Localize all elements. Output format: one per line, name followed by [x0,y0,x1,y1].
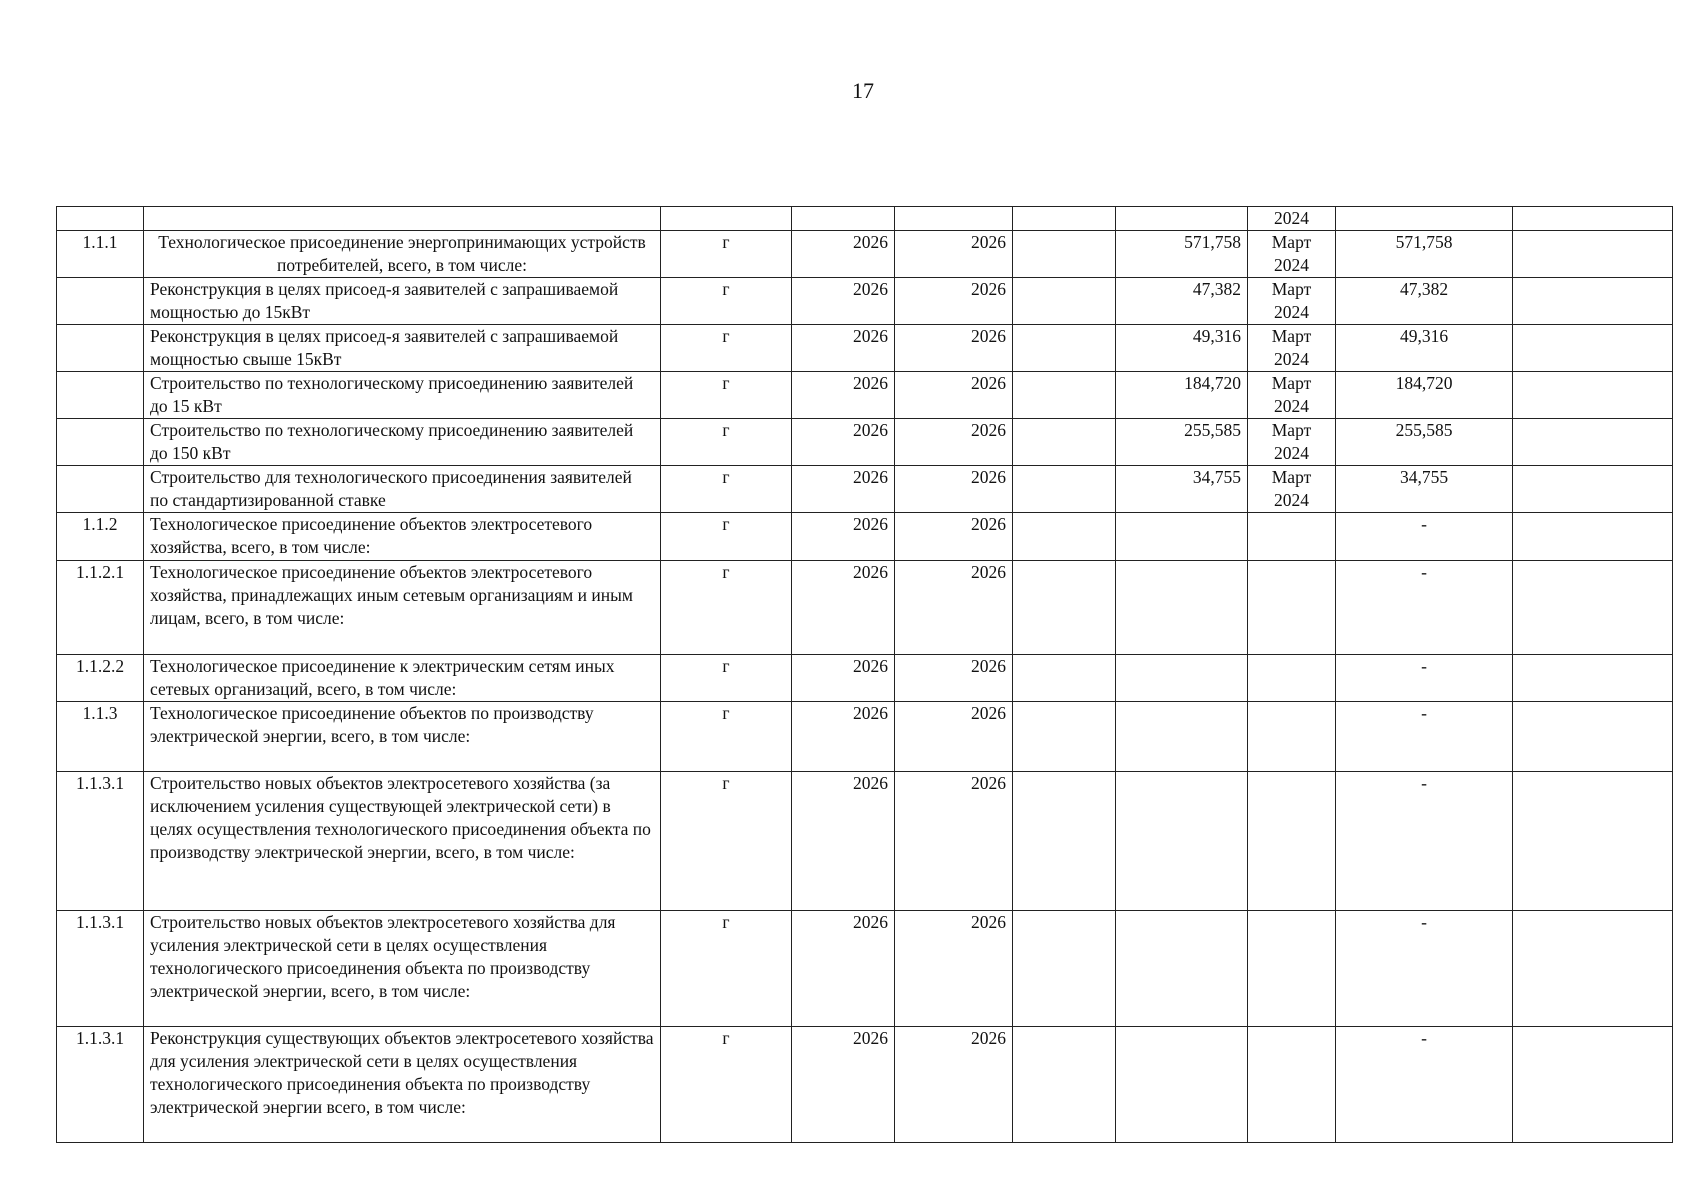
cell-note [1513,702,1673,772]
cell-empty [1013,561,1116,655]
cell-name: Технологическое присоединение объектов по производству электрической энергии, всего, в том числе: [144,702,661,772]
cell-num [57,419,144,466]
cell-value2: 184,720 [1336,372,1513,419]
cell-name: Строительство для технологического присоединения заявителей по стандартизированной ставке [144,466,661,513]
cell-year2: 2026 [895,655,1013,702]
investment-table [56,206,1673,1143]
cell-empty [1013,325,1116,372]
cell-value [1116,207,1248,231]
cell-year2: 2026 [895,911,1013,1027]
cell-empty [1013,702,1116,772]
cell-year1: 2026 [792,372,895,419]
table-row [57,561,1673,655]
table-row-continued [57,207,1673,231]
cell-num [57,325,144,372]
cell-value2: 49,316 [1336,325,1513,372]
cell-name: Технологическое присоединение к электрическим сетям иных сетевых организаций, всего, в том числе: [144,655,661,702]
cell-name: Технологическое присоединение объектов электросетевого хозяйства, принадлежащих иным сетевым организациям и иным лицам, всего, в том числе: [144,561,661,655]
cell-note [1513,655,1673,702]
cell-value2: - [1336,655,1513,702]
cell-value: 255,585 [1116,419,1248,466]
cell-value: 47,382 [1116,278,1248,325]
cell-mark: г [661,372,792,419]
cell-empty [1013,231,1116,278]
cell-value2: - [1336,513,1513,561]
cell-note [1513,278,1673,325]
cell-note [1513,1027,1673,1143]
cell-note [1513,325,1673,372]
cell-value: 571,758 [1116,231,1248,278]
cell-date [1248,702,1336,772]
cell-num [57,466,144,513]
cell-date: Март 2024 [1248,419,1336,466]
cell-value2 [1336,207,1513,231]
cell-mark: г [661,561,792,655]
cell-name: Реконструкция в целях присоед-я заявителей с запрашиваемой мощностью до 15кВт [144,278,661,325]
cell-year1: 2026 [792,911,895,1027]
cell-value2: - [1336,561,1513,655]
table-row [57,772,1673,911]
cell-year1: 2026 [792,513,895,561]
cell-mark [661,207,792,231]
cell-year2: 2026 [895,1027,1013,1143]
cell-num: 1.1.3.1 [57,1027,144,1143]
table-row [57,325,1673,372]
table-row [57,278,1673,325]
cell-value: 34,755 [1116,466,1248,513]
cell-num: 1.1.2.2 [57,655,144,702]
cell-mark: г [661,911,792,1027]
table-row [57,231,1673,278]
cell-name: Реконструкция в целях присоед-я заявителей с запрашиваемой мощностью свыше 15кВт [144,325,661,372]
cell-num: 1.1.3.1 [57,772,144,911]
cell-mark: г [661,513,792,561]
cell-year1 [792,207,895,231]
page-number: 17 [852,78,874,103]
cell-name: Технологическое присоединение энергопринимающих устройств потребителей, всего, в том числе: [144,231,661,278]
cell-note [1513,231,1673,278]
cell-value [1116,561,1248,655]
cell-empty [1013,466,1116,513]
cell-year2: 2026 [895,772,1013,911]
cell-empty [1013,278,1116,325]
cell-year2: 2026 [895,325,1013,372]
cell-num: 1.1.3 [57,702,144,772]
cell-year1: 2026 [792,702,895,772]
cell-num: 1.1.3.1 [57,911,144,1027]
cell-num: 1.1.2.1 [57,561,144,655]
cell-value2: - [1336,772,1513,911]
cell-empty [1013,655,1116,702]
cell-note [1513,419,1673,466]
table-row [57,911,1673,1027]
cell-num [57,207,144,231]
cell-year2: 2026 [895,561,1013,655]
cell-date [1248,1027,1336,1143]
cell-note [1513,372,1673,419]
cell-name: Строительство новых объектов электросетевого хозяйства (за исключением усиления существующей электрической сети) в целях осуществления технологического присоединения объекта по производству электрической энергии, всего, в том числе: [144,772,661,911]
cell-num [57,372,144,419]
cell-mark: г [661,278,792,325]
cell-mark: г [661,655,792,702]
cell-value [1116,702,1248,772]
cell-note [1513,207,1673,231]
table-row [57,702,1673,772]
cell-value: 184,720 [1116,372,1248,419]
cell-year2: 2026 [895,466,1013,513]
cell-mark: г [661,231,792,278]
cell-empty [1013,772,1116,911]
cell-date [1248,561,1336,655]
cell-name: Строительство по технологическому присоединению заявителей до 15 кВт [144,372,661,419]
cell-note [1513,911,1673,1027]
cell-date: 2024 [1248,207,1336,231]
table-row [57,466,1673,513]
cell-name [144,207,661,231]
table-row [57,1027,1673,1143]
cell-empty [1013,207,1116,231]
cell-num: 1.1.2 [57,513,144,561]
cell-date: Март 2024 [1248,325,1336,372]
cell-date: Март 2024 [1248,466,1336,513]
cell-year1: 2026 [792,325,895,372]
cell-year1: 2026 [792,278,895,325]
cell-value2: - [1336,1027,1513,1143]
cell-value [1116,513,1248,561]
cell-note [1513,466,1673,513]
cell-note [1513,513,1673,561]
cell-value [1116,772,1248,911]
cell-year1: 2026 [792,231,895,278]
cell-year2: 2026 [895,231,1013,278]
cell-year2: 2026 [895,419,1013,466]
cell-year1: 2026 [792,561,895,655]
cell-year1: 2026 [792,772,895,911]
cell-value2: 571,758 [1336,231,1513,278]
cell-date [1248,911,1336,1027]
cell-name: Реконструкция существующих объектов электросетевого хозяйства для усиления электрической сети в целях осуществления технологического присоединения объекта по производству электрической энергии всего, в том числе: [144,1027,661,1143]
cell-empty [1013,372,1116,419]
cell-value: 49,316 [1116,325,1248,372]
cell-mark: г [661,1027,792,1143]
cell-note [1513,561,1673,655]
cell-empty [1013,911,1116,1027]
cell-num: 1.1.1 [57,231,144,278]
cell-value [1116,655,1248,702]
cell-year1: 2026 [792,1027,895,1143]
cell-value [1116,911,1248,1027]
cell-mark: г [661,466,792,513]
cell-year2: 2026 [895,278,1013,325]
cell-mark: г [661,702,792,772]
cell-date: Март 2024 [1248,278,1336,325]
cell-value2: - [1336,702,1513,772]
cell-year2: 2026 [895,513,1013,561]
cell-empty [1013,419,1116,466]
cell-mark: г [661,419,792,466]
cell-year1: 2026 [792,655,895,702]
cell-num [57,278,144,325]
cell-date: Март 2024 [1248,231,1336,278]
table-row [57,513,1673,561]
cell-year2: 2026 [895,702,1013,772]
cell-year2 [895,207,1013,231]
cell-name: Строительство новых объектов электросетевого хозяйства для усиления электрической сети в целях осуществления технологического присоединения объекта по производству электрической энергии, всего, в том числе: [144,911,661,1027]
cell-name: Технологическое присоединение объектов электросетевого хозяйства, всего, в том числе: [144,513,661,561]
cell-mark: г [661,772,792,911]
cell-value2: - [1336,911,1513,1027]
table-row [57,419,1673,466]
cell-date: Март 2024 [1248,372,1336,419]
cell-year1: 2026 [792,419,895,466]
table-row [57,655,1673,702]
cell-value2: 47,382 [1336,278,1513,325]
cell-mark: г [661,325,792,372]
cell-empty [1013,513,1116,561]
cell-year1: 2026 [792,466,895,513]
cell-date [1248,655,1336,702]
cell-value2: 255,585 [1336,419,1513,466]
cell-note [1513,772,1673,911]
cell-value [1116,1027,1248,1143]
cell-empty [1013,1027,1116,1143]
cell-value2: 34,755 [1336,466,1513,513]
cell-date [1248,772,1336,911]
cell-name: Строительство по технологическому присоединению заявителей до 150 кВт [144,419,661,466]
table-row [57,372,1673,419]
cell-year2: 2026 [895,372,1013,419]
cell-date [1248,513,1336,561]
